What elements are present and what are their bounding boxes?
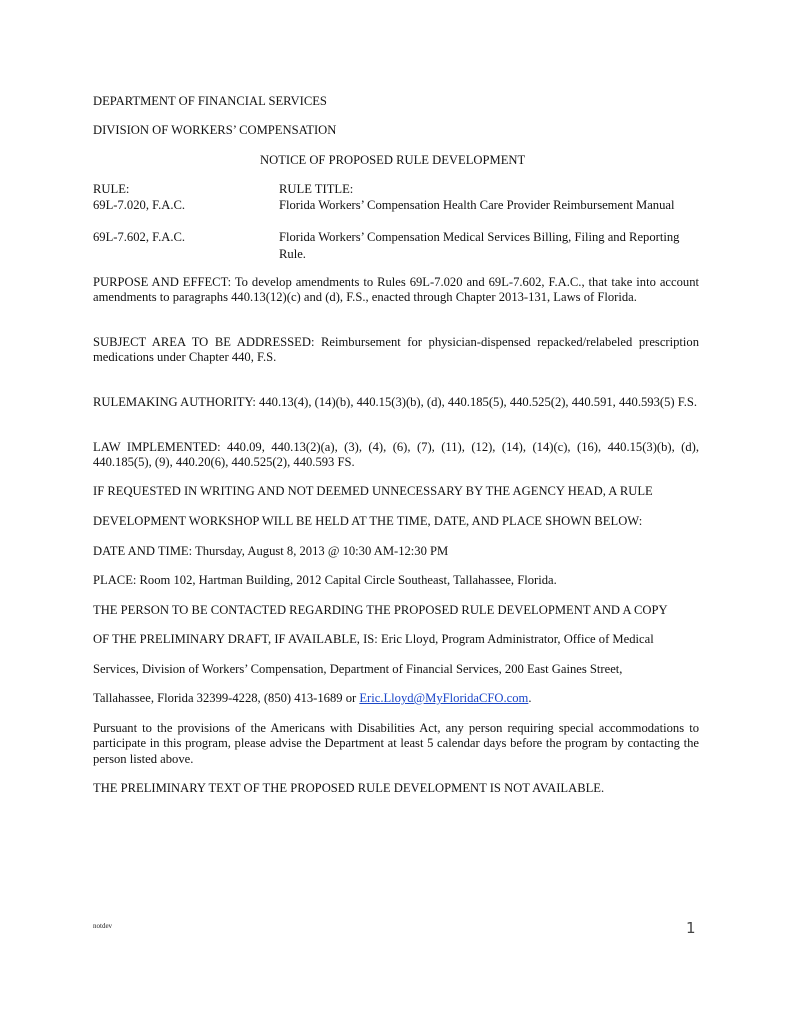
workshop-notice-line-1: IF REQUESTED IN WRITING AND NOT DEEMED UNNECESSARY BY THE AGENCY HEAD, A RULE (93, 484, 653, 498)
contact-line-1: THE PERSON TO BE CONTACTED REGARDING THE PROPOSED RULE DEVELOPMENT AND A COPY (93, 603, 668, 617)
contact-line-4-suffix: . (528, 691, 532, 705)
workshop-date-time: DATE AND TIME: Thursday, August 8, 2013 @ 10:30 AM-12:30 PM (93, 544, 449, 558)
purpose-and-effect: PURPOSE AND EFFECT: To develop amendments to Rules 69L-7.020 and 69L-7.602, F.A.C., that take into account amendments to paragraphs 440.13(12)(c) and (d), F.S., enacted through Chapter 2013-131, Laws of Florida. (93, 275, 699, 305)
notice-title: NOTICE OF PROPOSED RULE DEVELOPMENT (260, 153, 526, 167)
rule-heading: RULE: (93, 182, 130, 196)
subject-area: SUBJECT AREA TO BE ADDRESSED: Reimbursement for physician-dispensed repacked/relabeled prescription medications under Chapter 440, F.S. (93, 335, 699, 365)
footer-code: notdev (93, 922, 113, 930)
contact-email-link[interactable]: Eric.Lloyd@MyFloridaCFO.com (359, 691, 529, 705)
preliminary-text-notice: THE PRELIMINARY TEXT OF THE PROPOSED RULE DEVELOPMENT IS NOT AVAILABLE. (93, 781, 605, 795)
workshop-place: PLACE: Room 102, Hartman Building, 2012 Capital Circle Southeast, Tallahassee, Florida. (93, 573, 557, 587)
contact-line-2: OF THE PRELIMINARY DRAFT, IF AVAILABLE, IS: Eric Lloyd, Program Administrator, Office of Medical (93, 632, 654, 646)
contact-line-4 (93, 691, 532, 706)
rule-title-heading: RULE TITLE: (279, 182, 354, 196)
contact-line-4-prefix: Tallahassee, Florida 32399-4228, (850) 413-1689 or (93, 691, 360, 705)
law-implemented: LAW IMPLEMENTED: 440.09, 440.13(2)(a), (3), (4), (6), (7), (11), (12), (14), (14)(c), (16), 440.15(3)(b), (d), 440.185(5), (9), 440.20(6), 440.525(2), 440.593 FS. (93, 440, 699, 470)
workshop-notice-line-2: DEVELOPMENT WORKSHOP WILL BE HELD AT THE TIME, DATE, AND PLACE SHOWN BELOW: (93, 514, 643, 528)
rule-title: Florida Workers’ Compensation Health Care Provider Reimbursement Manual (279, 198, 675, 212)
ada-notice: Pursuant to the provisions of the Americans with Disabilities Act, any person requiring special accommodations to participate in this program, please advise the Department at least 5 calendar days before the program by contacting the person listed above. (93, 721, 699, 766)
rule-number: 69L-7.020, F.A.C. (93, 198, 186, 212)
division-heading: DIVISION OF WORKERS’ COMPENSATION (93, 123, 337, 137)
page-number: 1 (686, 919, 696, 937)
rulemaking-authority: RULEMAKING AUTHORITY: 440.13(4), (14)(b), 440.15(3)(b), (d), 440.185(5), 440.525(2), 440.591, 440.593(5) F.S. (93, 395, 698, 409)
rule-title: Florida Workers’ Compensation Medical Services Billing, Filing and Reporting Rule. (279, 230, 680, 261)
department-heading: DEPARTMENT OF FINANCIAL SERVICES (93, 94, 327, 108)
rule-number: 69L-7.602, F.A.C. (93, 230, 186, 244)
contact-line-3: Services, Division of Workers’ Compensation, Department of Financial Services, 200 East Gaines Street, (93, 662, 623, 676)
